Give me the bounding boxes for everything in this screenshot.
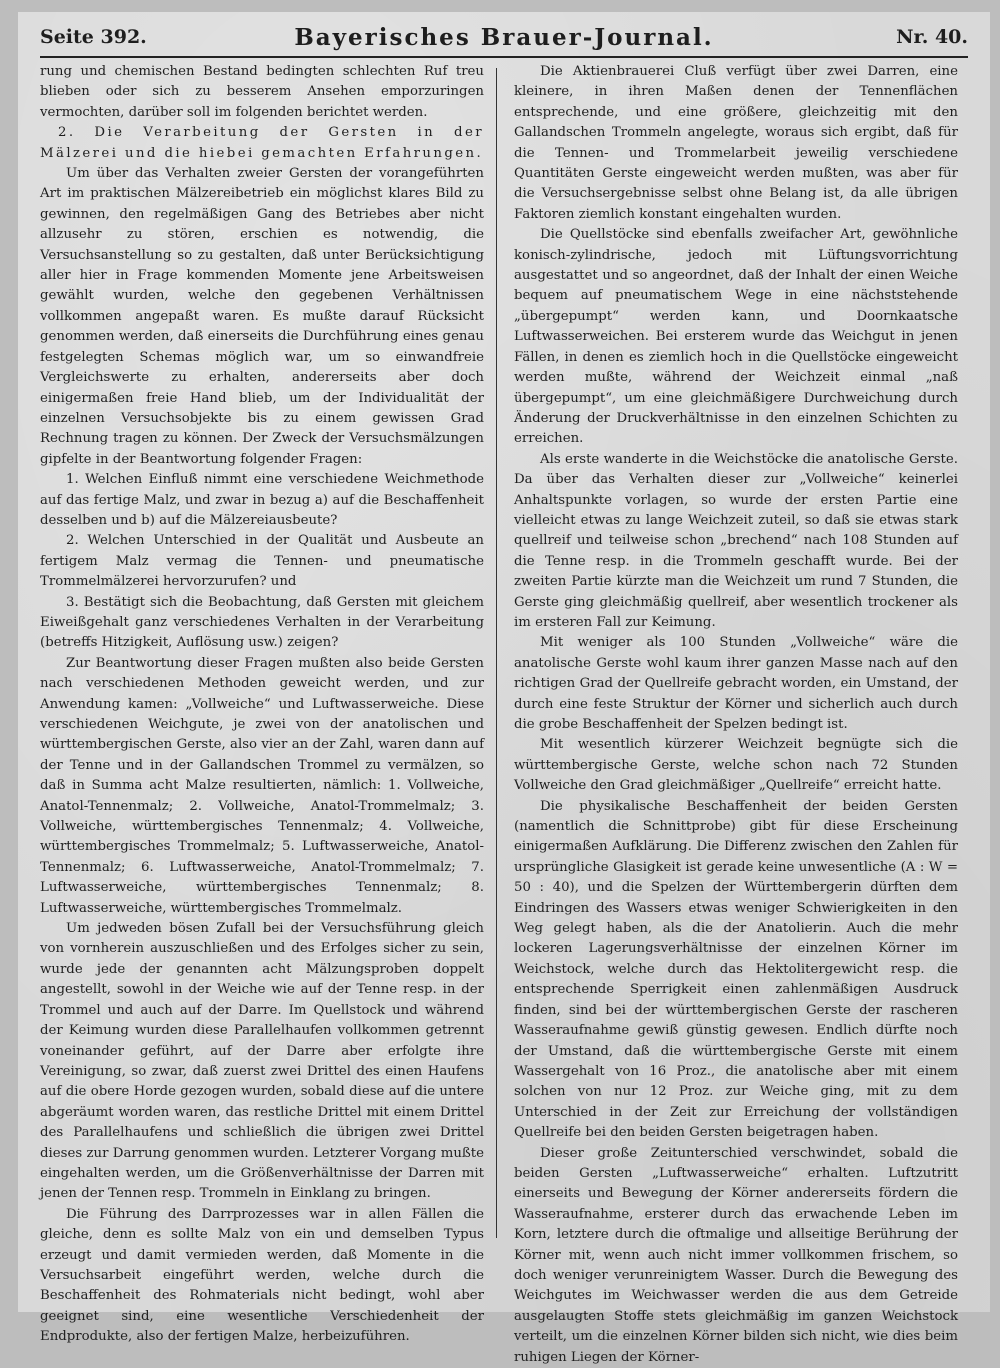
paragraph: Als erste wanderte in die Weichstöcke die anatolische Gerste. Da über das Verhalten dieser zur „Vollweiche“ keinerlei Anhaltspunkte vorlagen, so wurde der ersten Partie eine vielleicht etwas zu lange Weichzeit zuteil, so daß sie etwas stark quellreif und teilweise schon „brechend“ nach 108 Stunden auf die Tenne resp. in die Trommeln geschafft wurde. Bei der zweiten Partie kürzte man die Weichzeit um rund 7 Stunden, die Gerste ging gleichmäßig quellreif, aber wesentlich trockener als im ersteren Fall zur Keimung.	[514, 451, 958, 630]
paragraph: rung und chemischen Bestand bedingten schlechten Ruf treu blieben oder sich zu besserem Ansehen emporzuringen vermochten, darüber soll im folgenden berichtet werden.	[40, 64, 484, 120]
paragraph: Dieser große Zeitunterschied verschwindet, sobald die beiden Gersten „Luftwasserweiche“ erhalten. Luftzutritt einerseits und Bewegung der Körner andererseits fördern die Wasseraufnahme, ersterer durch das erwachende Leben im Korn, letztere durch die oftmalige und allseitige Berührung der Körner mit, wenn auch nicht immer vollkommen frischem, so doch weniger verunreinigtem Wasser. Durch die Bewegung des Weichgutes im Weichwasser werden die aus dem Getreide ausgelaugten Stoffe stets gleichmäßig im ganzen Weichstock verteilt, um die einzelnen Körner bilden sich nicht, wie dies beim ruhigen Liegen der Körner-	[514, 1145, 958, 1365]
paragraph: Die Quellstöcke sind ebenfalls zweifacher Art, gewöhnliche konisch-zylindrische, jedoch mit Lüftungsvorrichtung ausgestattet und so angeordnet, daß der Inhalt der einen Weiche bequem auf pneumatischem Wege in eine nächststehende „übergepumpt“ werden kann, und Doornkaatsche Luftwasserweichen. Bei ersterem wurde das Weichgut in jenen Fällen, in denen es ziemlich hoch in die Quellstöcke eingeweicht werden mußte, während der Weichzeit einmal „naß übergepumpt“, um eine gleichmäßigere Durchweichung durch Änderung der Druckverhältnisse in den einzelnen Schichten zu erreichen.	[514, 227, 958, 447]
paragraph: Die Führung des Darrprozesses war in allen Fällen die gleiche, denn es sollte Malz von ein und demselben Typus erzeugt und damit vermieden werden, daß Momente in die Versuchsarbeit eingeführt werden, welche durch die Beschaffenheit des Rohmaterials nicht bedingt, wohl aber geeignet sind, eine wesentliche Verschiedenheit der Endprodukte, also der fertigen Malze, herbeizuführen.	[40, 1206, 484, 1345]
paragraph: Die Aktienbrauerei Cluß verfügt über zwei Darren, eine kleinere, in ihren Maßen denen der Tennenflächen entsprechende, und eine größere, gleichzeitig mit den Gallandschen Trommeln angelegte, woraus sich ergibt, daß für die Tennen- und Trommelarbeit jeweilig verschiedene Quantitäten Gerste eingeweicht werden mußten, was aber für die Versuchsergebnisse selbst ohne Belang ist, da alle übrigen Faktoren ziemlich konstant eingehalten wurden.	[514, 64, 958, 222]
page-number: Seite 392.	[40, 26, 147, 48]
journal-title: Bayerisches Brauer-Journal.	[294, 24, 714, 51]
question-item: 2. Welchen Unterschied in der Qualität und Ausbeute an fertigem Malz vermag die Tennen- und pneumatische Trommelmälzerei hervorzurufen? und	[40, 533, 484, 590]
paragraph: Zur Beantwortung dieser Fragen mußten also beide Gersten nach verschiedenen Methoden geweicht werden, und zur Anwendung kamen: „Vollweiche“ und Luftwasserweiche. Diese verschiedenen Weichgute, je zwei von der anatolischen und württembergischen Gerste, also vier an der Zahl, waren dann auf der Tenne und in der Gallandschen Trommel zu vermälzen, so daß in Summa acht Malze resultierten, nämlich: 1. Vollweiche, Anatol-Tennenmalz; 2. Vollweiche, Anatol-Trommelmalz; 3. Vollweiche, württembergisches Tennenmalz; 4. Vollweiche, württembergisches Trommelmalz; 5. Luftwasserweiche, Anatol-Tennenmalz; 6. Luftwasserweiche, Anatol-Trommelmalz; 7. Luftwasserweiche, württembergisches Tennenmalz; 8. Luftwasserweiche, württembergisches Trommelmalz.	[40, 655, 484, 916]
right-column	[514, 62, 958, 1365]
page-header	[40, 20, 968, 58]
section-heading: 2. Die Verarbeitung der Gersten in der Mälzerei und die hiebei gemachten Erfahrungen.	[40, 125, 484, 161]
issue-number: Nr. 40.	[896, 26, 968, 48]
question-item: 1. Welchen Einfluß nimmt eine verschiedene Weichmethode auf das fertige Malz, und zwar in bezug a) auf die Beschaffenheit desselben und b) auf die Mälzereiausbeute?	[40, 472, 484, 528]
paragraph: Um jedweden bösen Zufall bei der Versuchsführung gleich von vornherein auszuschließen und des Erfolges sicher zu sein, wurde jede der genannten acht Mälzungsproben doppelt angestellt, sowohl in der Weiche wie auf der Tenne resp. in der Trommel und auch auf der Darre. Im Quellstock und während der Keimung wurden diese Parallelhaufen vollkommen getrennt voneinander geführt, auf der Darre aber erfolgte ihre Vereinigung, so zwar, daß zuerst zwei Drittel des einen Haufens auf die obere Horde gezogen wurden, sobald diese auf die untere abgeräumt worden waren, das restliche Drittel mit einem Drittel des Parallelhaufens und schließlich die übrigen zwei Drittel dieses zur Darrung genommen wurden. Letzterer Vorgang mußte eingehalten werden, um die Größenverhältnisse der Darren mit jenen der Tennen resp. Trommeln in Einklang zu bringen.	[40, 921, 484, 1202]
paragraph: Mit weniger als 100 Stunden „Vollweiche“ wäre die anatolische Gerste wohl kaum ihrer ganzen Masse nach auf den richtigen Grad der Quellreife gebracht worden, ein Umstand, der durch eine feste Struktur der Körner und sicherlich auch durch die grobe Beschaffenheit der Spelzen bedingt ist.	[514, 635, 958, 732]
left-column	[40, 62, 484, 1345]
paragraph: Um über das Verhalten zweier Gersten der vorangeführten Art im praktischen Mälzereibetrieb ein möglichst klares Bild zu gewinnen, den regelmäßigen Gang des Betriebes aber nicht allzusehr zu stören, erschien es notwendig, die Versuchsanstellung so zu gestalten, daß unter Berücksichtigung aller hier in Frage kommenden Momente jene Arbeitsweisen gewählt wurden, welche den gegebenen Verhältnissen vollkommen angepaßt waren. Es mußte darauf Rücksicht genommen werden, daß einerseits die Durchführung eines genau festgelegten Schemas möglich war, um so einwandfreie Vergleichswerte zu erhalten, andererseits aber doch einigermaßen freie Hand blieb, um der Individualität der einzelnen Versuchsobjekte bis zu einem gewissen Grad Rechnung tragen zu können. Der Zweck der Versuchsmälzungen gipfelte in der Beantwortung folgender Fragen:	[40, 166, 484, 467]
question-item: 3. Bestätigt sich die Beobachtung, daß Gersten mit gleichem Eiweißgehalt ganz verschiedenes Verhalten in der Verarbeitung (betreffs Hitzigkeit, Auflösung usw.) zeigen?	[40, 594, 484, 651]
column-divider	[496, 68, 497, 1238]
paragraph: Die physikalische Beschaffenheit der beiden Gersten (namentlich die Schnittprobe) gibt für diese Erscheinung einigermaßen Aufklärung. Die Differenz zwischen den Zahlen für ursprüngliche Glasigkeit ist gerade keine unwesentliche (A : W = 50 : 40), und die Spelzen der Württembergerin dürften dem Eindringen des Wassers etwas weniger Schwierigkeiten in den Weg gelegt haben, als die der Anatolierin. Auch die mehr lockeren Lagerungsverhältnisse der einzelnen Körner im Weichstock, welche durch das Hektolitergewicht resp. die entsprechende Sperrigkeit einen zahlenmäßigen Ausdruck finden, sind bei der württembergischen Gerste der rascheren Wasseraufnahme gewiß günstig gewesen. Endlich dürfte noch der Umstand, daß die württembergische Gerste mit einem Wassergehalt von 16 Proz., die anatolische aber mit einem solchen von nur 12 Proz. zur Weiche ging, mit zu dem Unterschied in der Zeit zur Erreichung der vollständigen Quellreife bei den beiden Gersten beigetragen haben.	[514, 798, 958, 1141]
newspaper-page	[18, 12, 990, 1365]
paragraph: Mit wesentlich kürzerer Weichzeit begnügte sich die württembergische Gerste, welche schon nach 72 Stunden Vollweiche den Grad gleichmäßiger „Quellreife“ erreicht hatte.	[514, 737, 958, 794]
